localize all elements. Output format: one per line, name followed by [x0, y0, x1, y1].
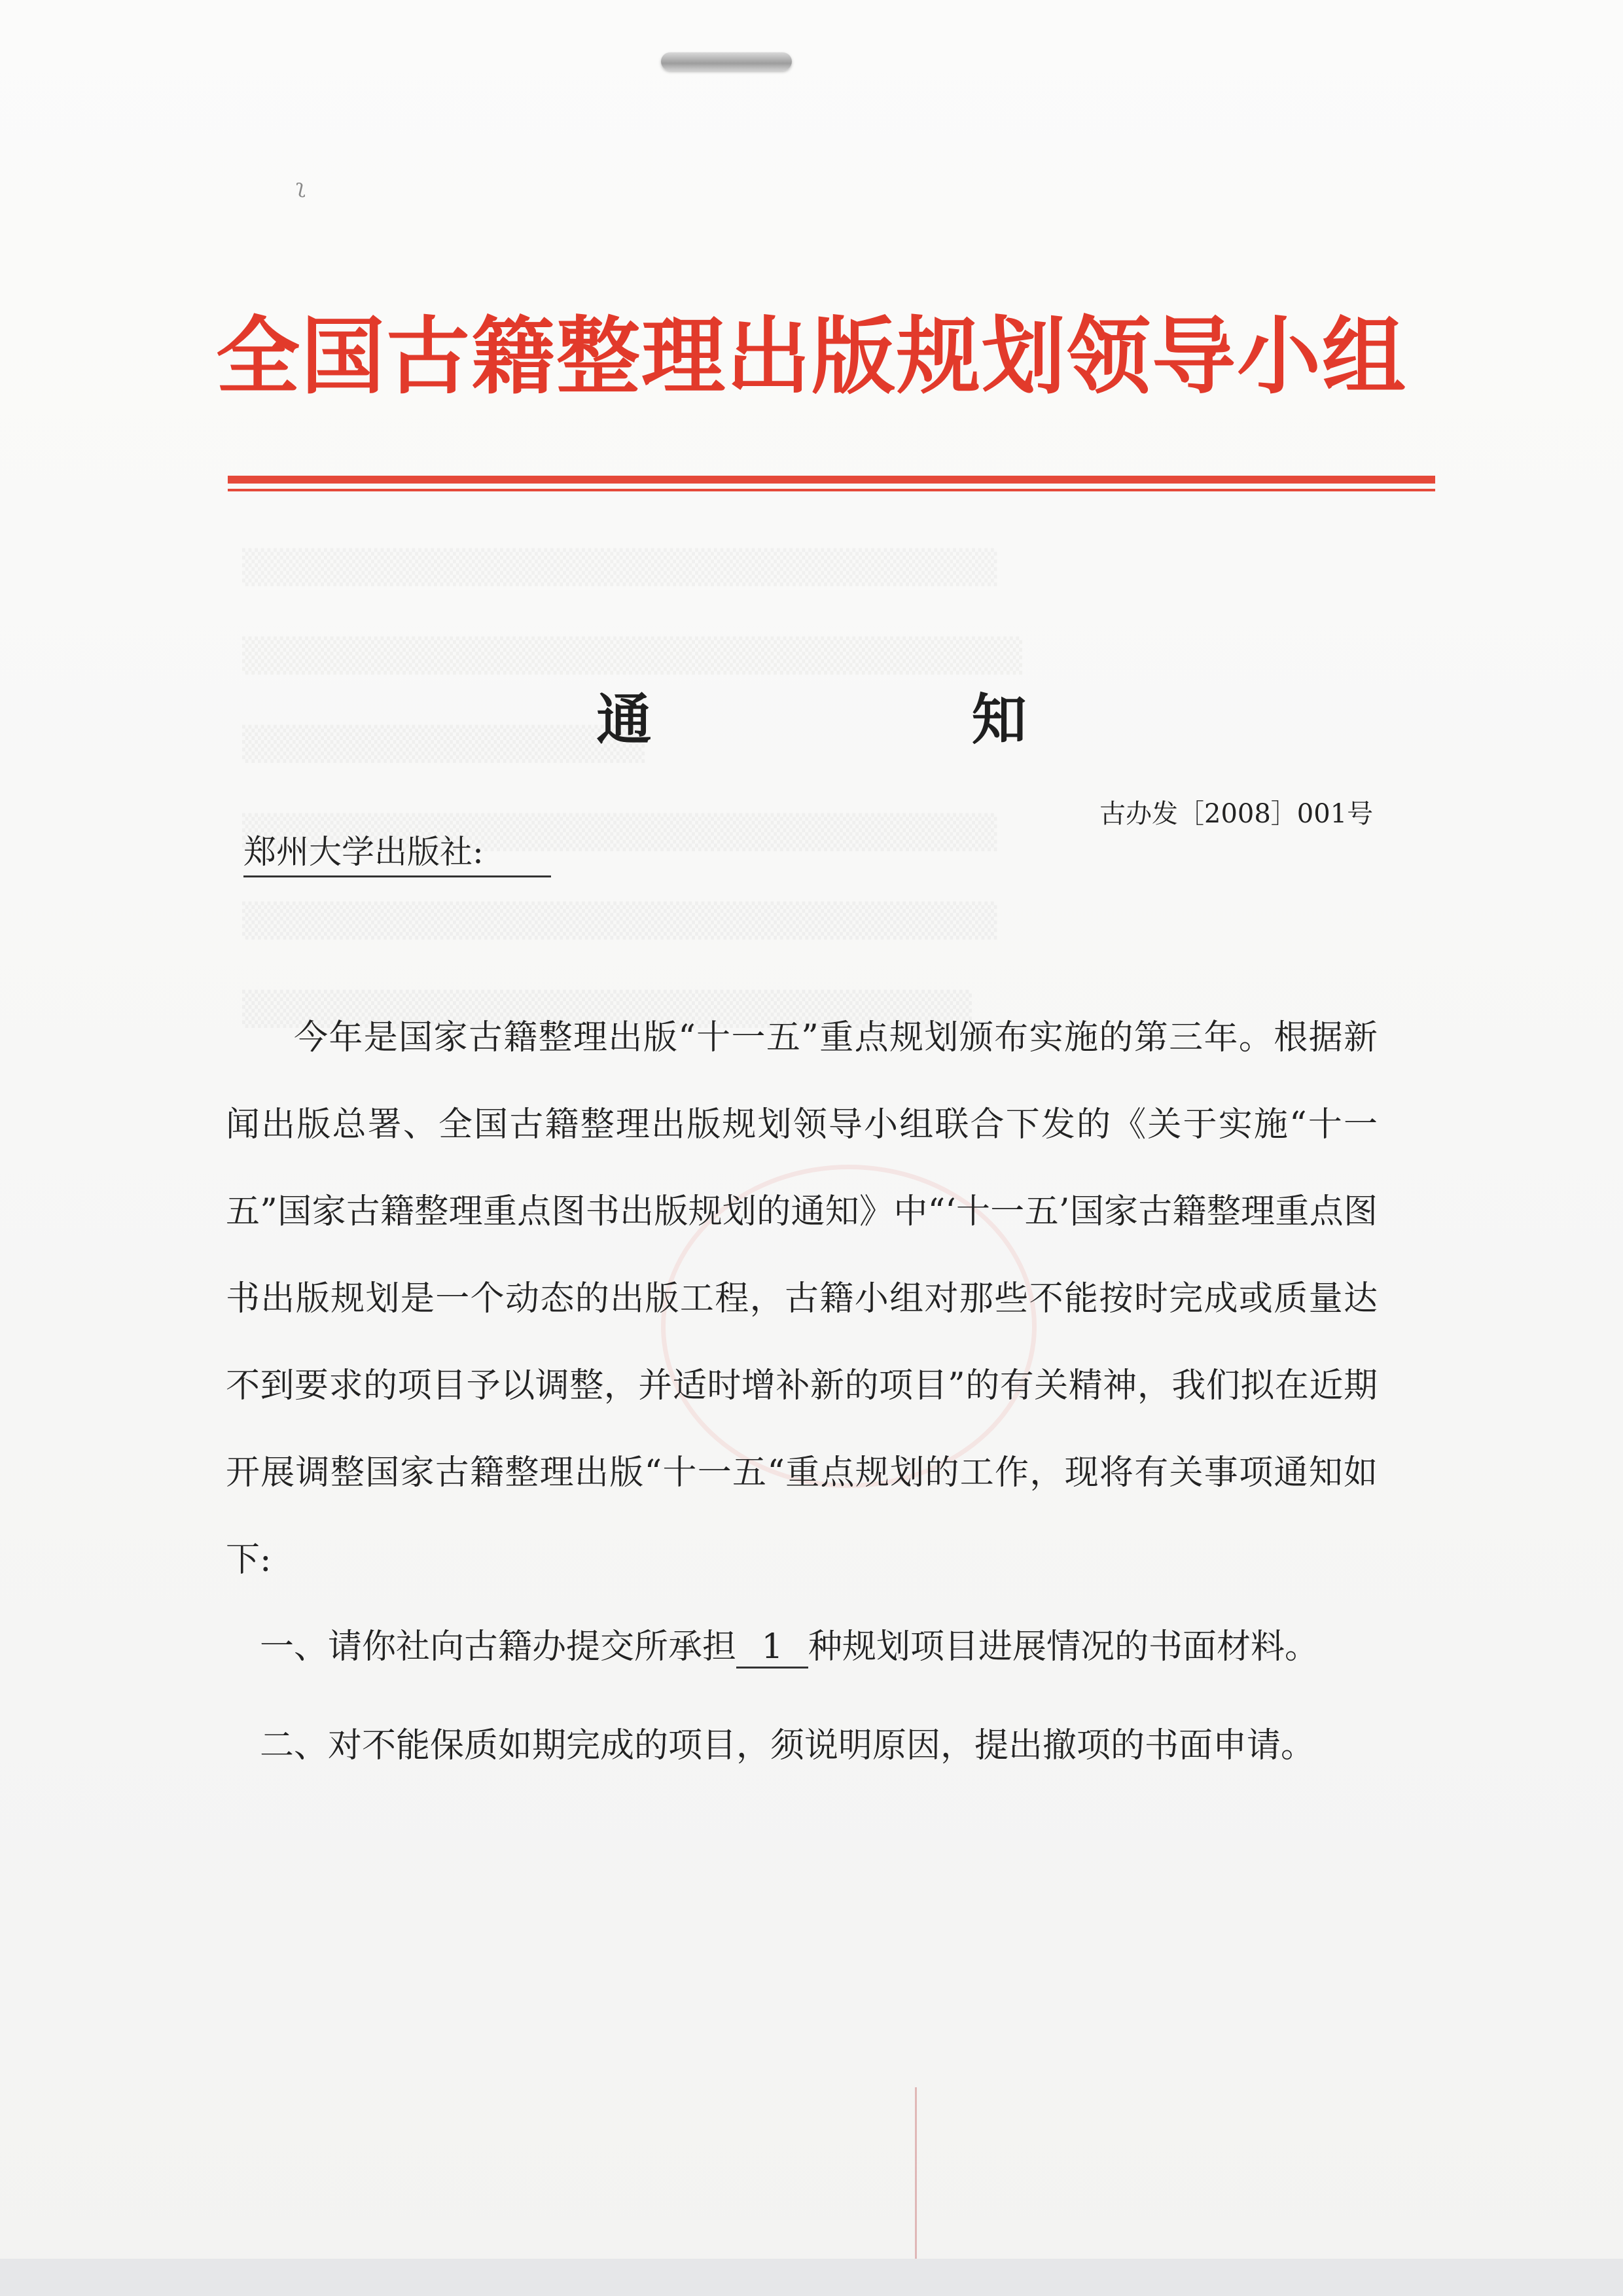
addressee: 郑州大学出版社: — [243, 826, 551, 877]
staple — [661, 52, 792, 71]
body-item-1 — [226, 1604, 1378, 1691]
body-paragraph-1: 今年是国家古籍整理出版“十一五”重点规划颁布实施的第三年。根据新闻出版总署、全国古籍整理出版规划领导小组联合下发的《关于实施“十一五”国家古籍整理重点图书出版规划的通知》中“‘十一五’国家古籍整理重点图书出版规划是一个动态的出版工程，古籍小组对那些不能按时完成或质量达不到要求的项目予以调整，并适时增补新的项目”的有关精神，我们拟在近期开展调整国家古籍整理出版“十一五“重点规划的工作，现将有关事项通知如下: — [226, 1018, 1378, 1580]
letterhead-rule-thin — [228, 489, 1435, 491]
pencil-mark: ʅ — [296, 175, 306, 198]
notice-title: 通 知 — [596, 687, 1118, 752]
document-number: 古办发［2008］001号 — [1099, 799, 1374, 829]
item-1-count: 1 — [736, 1627, 808, 1669]
item-1-suffix: 种规划项目进展情况的书面材料。 — [808, 1627, 1319, 1667]
notice-body — [226, 995, 1378, 1790]
letterhead-title: 全国古籍整理出版规划领导小组 — [215, 308, 1407, 406]
item-1-prefix: 一、请你社向古籍办提交所承担 — [260, 1627, 737, 1667]
body-item-2: 二、对不能保质如期完成的项目，须说明原因，提出撤项的书面申请。 — [260, 1726, 1315, 1765]
letterhead-rule-thick — [228, 476, 1435, 484]
scratch-mark — [915, 2087, 917, 2264]
scan-bottom-edge — [0, 2259, 1623, 2296]
